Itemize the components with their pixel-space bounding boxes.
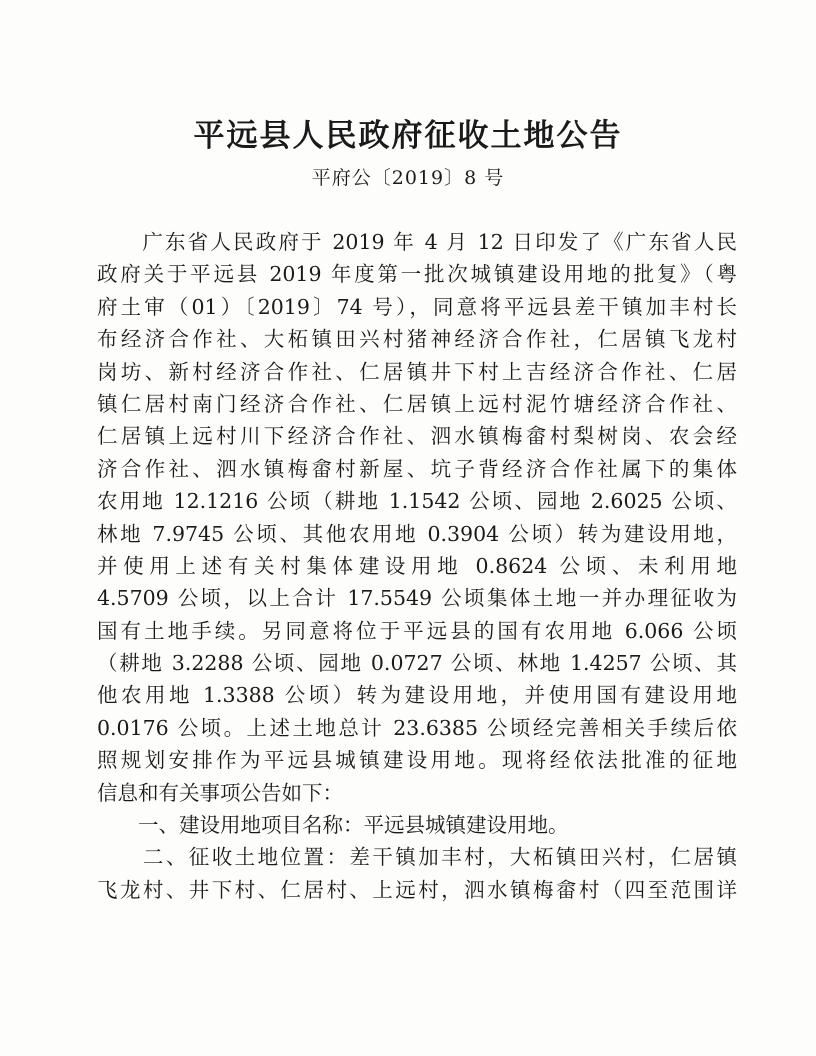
body-line: 济合作社、泗水镇梅畲村新屋、坑子背经济合作社属下的集体 [97,456,737,481]
body-line: 信息和有关事项公告如下： [97,780,343,805]
announcement-body [97,226,737,906]
body-line: 仁居镇上远村川下经济合作社、泗水镇梅畲村梨树岗、农会经 [97,424,737,449]
body-line: 4.5709 公顷，以上合计 17.5549 公顷集体土地一并办理征收为 [97,586,737,611]
body-line: 农用地 12.1216 公顷（耕地 1.1542 公顷、园地 2.6025 公顷、 [97,489,737,514]
body-line: 镇仁居村南门经济合作社、仁居镇上远村泥竹塘经济合作社、 [97,391,737,416]
body-line: 广东省人民政府于 2019 年 4 月 12 日印发了《广东省人民 [97,230,737,254]
body-line: 布经济合作社、大柘镇田兴村猪神经济合作社，仁居镇飞龙村 [97,327,737,352]
body-line: 飞龙村、井下村、仁居村、上远村，泗水镇梅畲村（四至范围详 [97,877,737,902]
body-line: 并使用上述有关村集体建设用地 0.8624 公顷、未利用地 [97,553,737,578]
document-title: 平远县人民政府征收土地公告 [193,118,623,154]
body-line: 他农用地 1.3388 公顷）转为建设用地，并使用国有建设用地 [97,683,737,708]
document-number: 平府公〔2019〕8 号 [311,167,505,189]
body-line: 岗坊、新村经济合作社、仁居镇井下村上吉经济合作社、仁居 [97,359,737,384]
body-line: 府土审（01）〔2019〕74 号），同意将平远县差干镇加丰村长 [97,294,737,319]
body-line: 照规划安排作为平远县城镇建设用地。现将经依法批准的征地 [97,748,737,773]
body-line: 国有土地手续。另同意将位于平远县的国有农用地 6.066 公顷 [97,618,737,643]
body-line: （耕地 3.2288 公顷、园地 0.0727 公顷、林地 1.4257 公顷、其 [97,651,737,676]
body-line: 0.0176 公顷。上述土地总计 23.6385 公顷经完善相关手续后依 [97,715,737,740]
body-line: 政府关于平远县 2019 年度第一批次城镇建设用地的批复》（粤 [97,262,737,287]
body-line: 二、征收土地位置：差干镇加丰村，大柘镇田兴村，仁居镇 [97,845,737,870]
body-line: 林地 7.9745 公顷、其他农用地 0.3904 公顷）转为建设用地， [97,521,737,546]
body-line: 一、建设用地项目名称：平远县城镇建设用地。 [97,813,569,838]
